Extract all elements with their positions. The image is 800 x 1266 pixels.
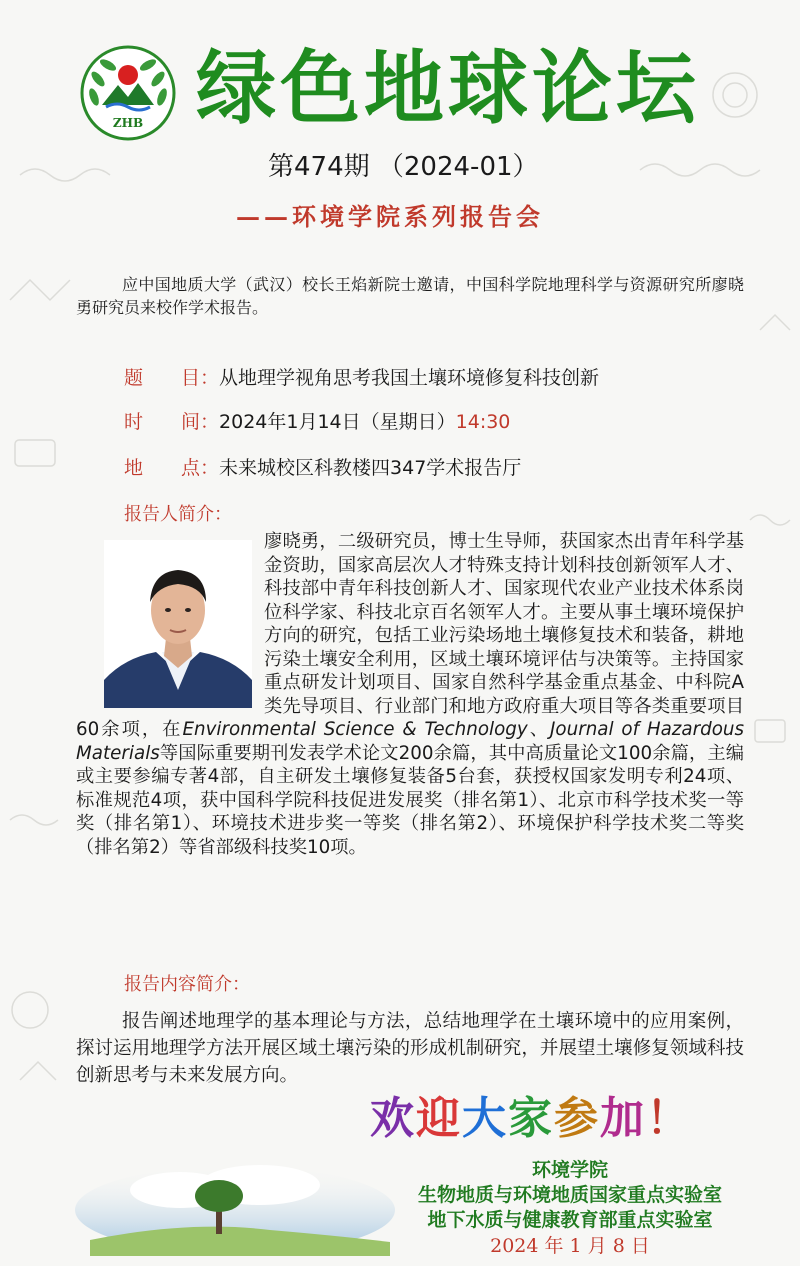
place-label: 地 点：	[124, 457, 220, 479]
org-lab-ministry: 地下水质与健康教育部重点实验室	[427, 1209, 713, 1231]
time-hour: 14:30	[455, 411, 511, 433]
welcome-char: 迎	[416, 1093, 462, 1144]
welcome-char: 大	[462, 1093, 508, 1144]
content-heading: 报告内容简介：	[124, 974, 250, 995]
welcome-char: 家	[508, 1093, 554, 1144]
logo-text: ZHB	[112, 116, 144, 130]
topic-row	[124, 364, 599, 392]
topic-label: 题 目：	[124, 367, 220, 389]
welcome-char: 参	[554, 1093, 600, 1144]
time-row	[124, 408, 510, 436]
welcome-char: ！	[646, 1093, 692, 1144]
issue-number: 第474期 （2024-01）	[268, 152, 539, 182]
journal-name-2: Journal of Hazardous Materials	[76, 719, 745, 764]
place-row	[124, 454, 521, 482]
org-school: 环境学院	[531, 1159, 608, 1181]
intro-paragraph: 应中国地质大学（武汉）校长王焰新院士邀请，中国科学院地理科学与资源研究所廖晓勇研究员来校作学术报告。	[76, 275, 744, 317]
org-lab-national: 生物地质与环境地质国家重点实验室	[417, 1184, 722, 1206]
publish-date: 2024 年 1 月 8 日	[490, 1235, 650, 1257]
speaker-photo	[104, 540, 252, 708]
welcome-char: 加	[600, 1093, 646, 1144]
bio-text-part1: 廖晓勇，二级研究员，博士生导师，获国家杰出青年科学基金资助，国家高层次人才特殊支持计划科技创新领军人才、科技部中青年科技创新人才、国家现代农业产业技术体系岗位科学家、科技北京百名领军人才。主要从事土壤环境保护方向的研究，包括工业污染场地土壤修复技术和装备，耕地污染土壤安全利用，区域土壤环境评估与决策等。主持国家重点研发计划项目、国家自然科学基金重点基金、中科院A类先导项目、行业部门和地方政府重大项目等各类重要项目60余项，在	[76, 531, 744, 740]
bio-text-part2: 等国际重要期刊发表学术论文200余篇，其中高质量论文100余篇，主编或主要参编专著4部，自主研发土壤修复装备5台套，获授权国家发明专利24项、标准规范4项，获中国科学院科技促进发展奖（排名第1）、北京市科学技术奖一等奖（排名第1）、环境技术进步奖一等奖（排名第2）、环境保护科学技术奖二等奖（排名第2）等省部级科技奖10项。	[76, 742, 744, 858]
topic-value: 从地理学视角思考我国土壤环境修复科技创新	[219, 367, 600, 389]
bio-separator: 、	[527, 719, 551, 740]
zhb-logo-icon	[80, 45, 176, 141]
series-subtitle: ——环境学院系列报告会	[236, 202, 544, 231]
speaker-heading: 报告人简介：	[124, 504, 232, 525]
welcome-banner	[370, 1090, 692, 1148]
speaker-bio	[76, 530, 744, 859]
welcome-char: 欢	[370, 1093, 416, 1144]
time-date: 2024年1月14日（星期日）	[219, 411, 456, 433]
place-value: 未来城校区科教楼四347学术报告厅	[219, 457, 522, 479]
journal-name-1: Environmental Science & Technology	[182, 719, 528, 740]
forum-title: 绿色地球论坛	[196, 41, 700, 135]
content-paragraph: 报告阐述地理学的基本理论与方法，总结地理学在土壤环境中的应用案例，探讨运用地理学方法开展区域土壤污染的形成机制研究，并展望土壤修复领域科技创新思考与未来发展方向。	[76, 1011, 744, 1086]
time-label: 时 间：	[124, 411, 220, 433]
